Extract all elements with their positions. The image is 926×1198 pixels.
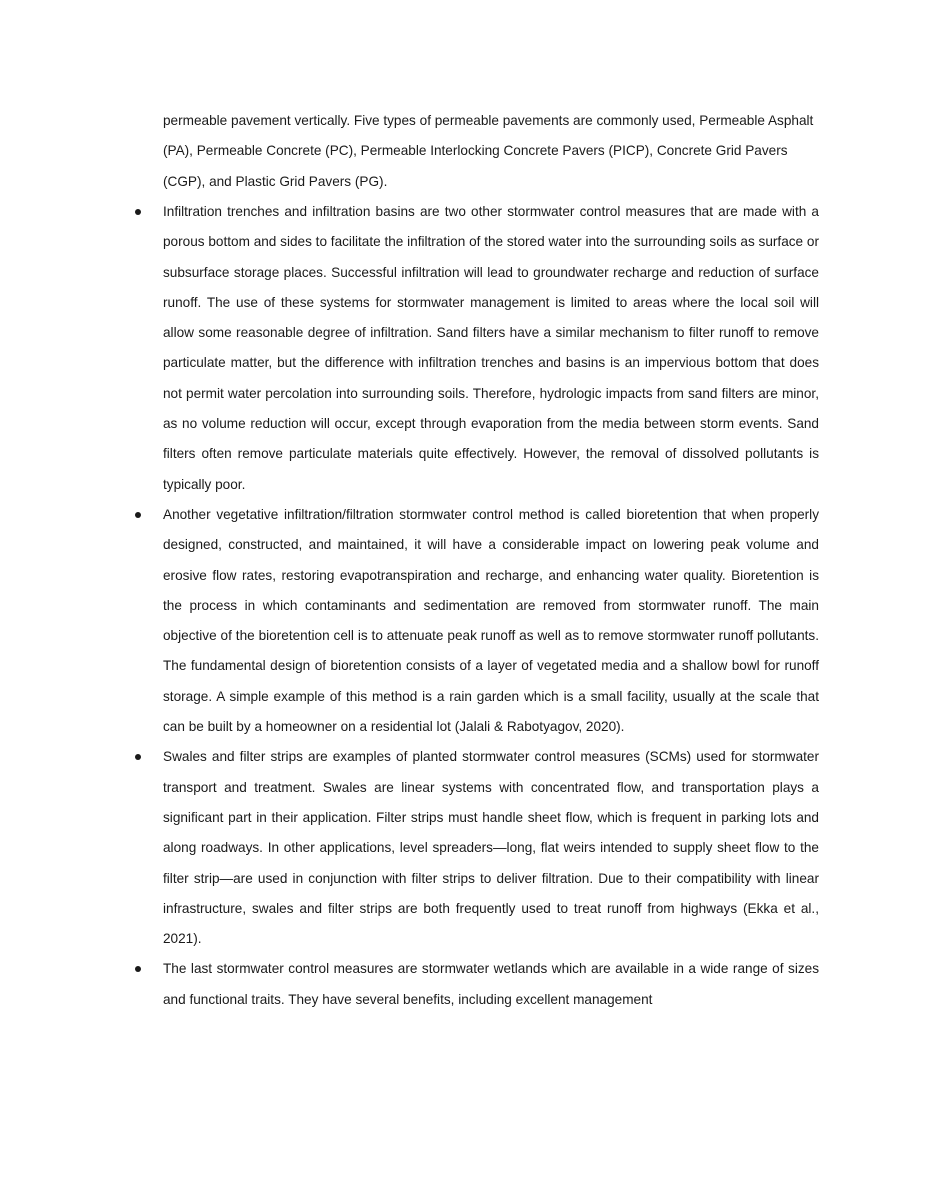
- bullet-icon: [135, 754, 141, 760]
- bullet-icon: [135, 966, 141, 972]
- list-item: [0, 742, 926, 954]
- continuation-paragraph: permeable pavement vertically. Five types of permeable pavements are commonly used, Permeable Asphalt (PA), Permeable Concrete (PC), Permeable Interlocking Concrete Pavers (PICP), Concrete Grid Pavers (CGP), and Plastic Grid Pavers (PG).: [163, 113, 814, 189]
- bullet-text: Swales and filter strips are examples of planted stormwater control measures (SCMs) used for stormwater transport and treatment. Swales are linear systems with concentrated flow, and transportation plays a significant part in their application. Filter strips must handle sheet flow, which is frequent in parking lots and along roadways. In other applications, level spreaders—long, flat weirs intended to supply sheet flow to the filter strip—are used in conjunction with filter strips to deliver filtration. Due to their compatibility with linear infrastructure, swales and filter strips are both frequently used to treat runoff from highways (Ekka et al., 2021).: [163, 749, 819, 947]
- list-item: [0, 500, 926, 742]
- bullet-text: Infiltration trenches and infiltration basins are two other stormwater control measures that are made with a porous bottom and sides to facilitate the infiltration of the stored water into the surrounding soils as surface or subsurface storage places. Successful infiltration will lead to groundwater recharge and reduction of surface runoff. The use of these systems for stormwater management is limited to areas where the local soil will allow some reasonable degree of infiltration. Sand filters have a similar mechanism to filter runoff to remove particulate matter, but the difference with infiltration trenches and basins is an impervious bottom that does not permit water percolation into surrounding soils. Therefore, hydrologic impacts from sand filters are minor, as no volume reduction will occur, except through evaporation from the media between storm events. Sand filters often remove particulate materials quite effectively. However, the removal of dissolved pollutants is typically poor.: [163, 204, 819, 492]
- bullet-icon: [135, 512, 141, 518]
- bullet-list: [0, 197, 926, 1015]
- list-item: [0, 954, 926, 1015]
- bullet-text: Another vegetative infiltration/filtration stormwater control method is called bioretention that when properly designed, constructed, and maintained, it will have a considerable impact on lowering peak volume and erosive flow rates, restoring evapotranspiration and recharge, and enhancing water quality. Bioretention is the process in which contaminants and sedimentation are removed from stormwater runoff. The main objective of the bioretention cell is to attenuate peak runoff as well as to remove stormwater runoff pollutants. The fundamental design of bioretention consists of a layer of vegetated media and a shallow bowl for runoff storage. A simple example of this method is a rain garden which is a small facility, usually at the scale that can be built by a homeowner on a residential lot (Jalali & Rabotyagov, 2020).: [163, 506, 819, 735]
- bullet-text: The last stormwater control measures are stormwater wetlands which are available in a wide range of sizes and functional traits. They have several benefits, including excellent management: [163, 961, 819, 1007]
- list-item: [0, 197, 926, 500]
- bullet-icon: [135, 209, 141, 215]
